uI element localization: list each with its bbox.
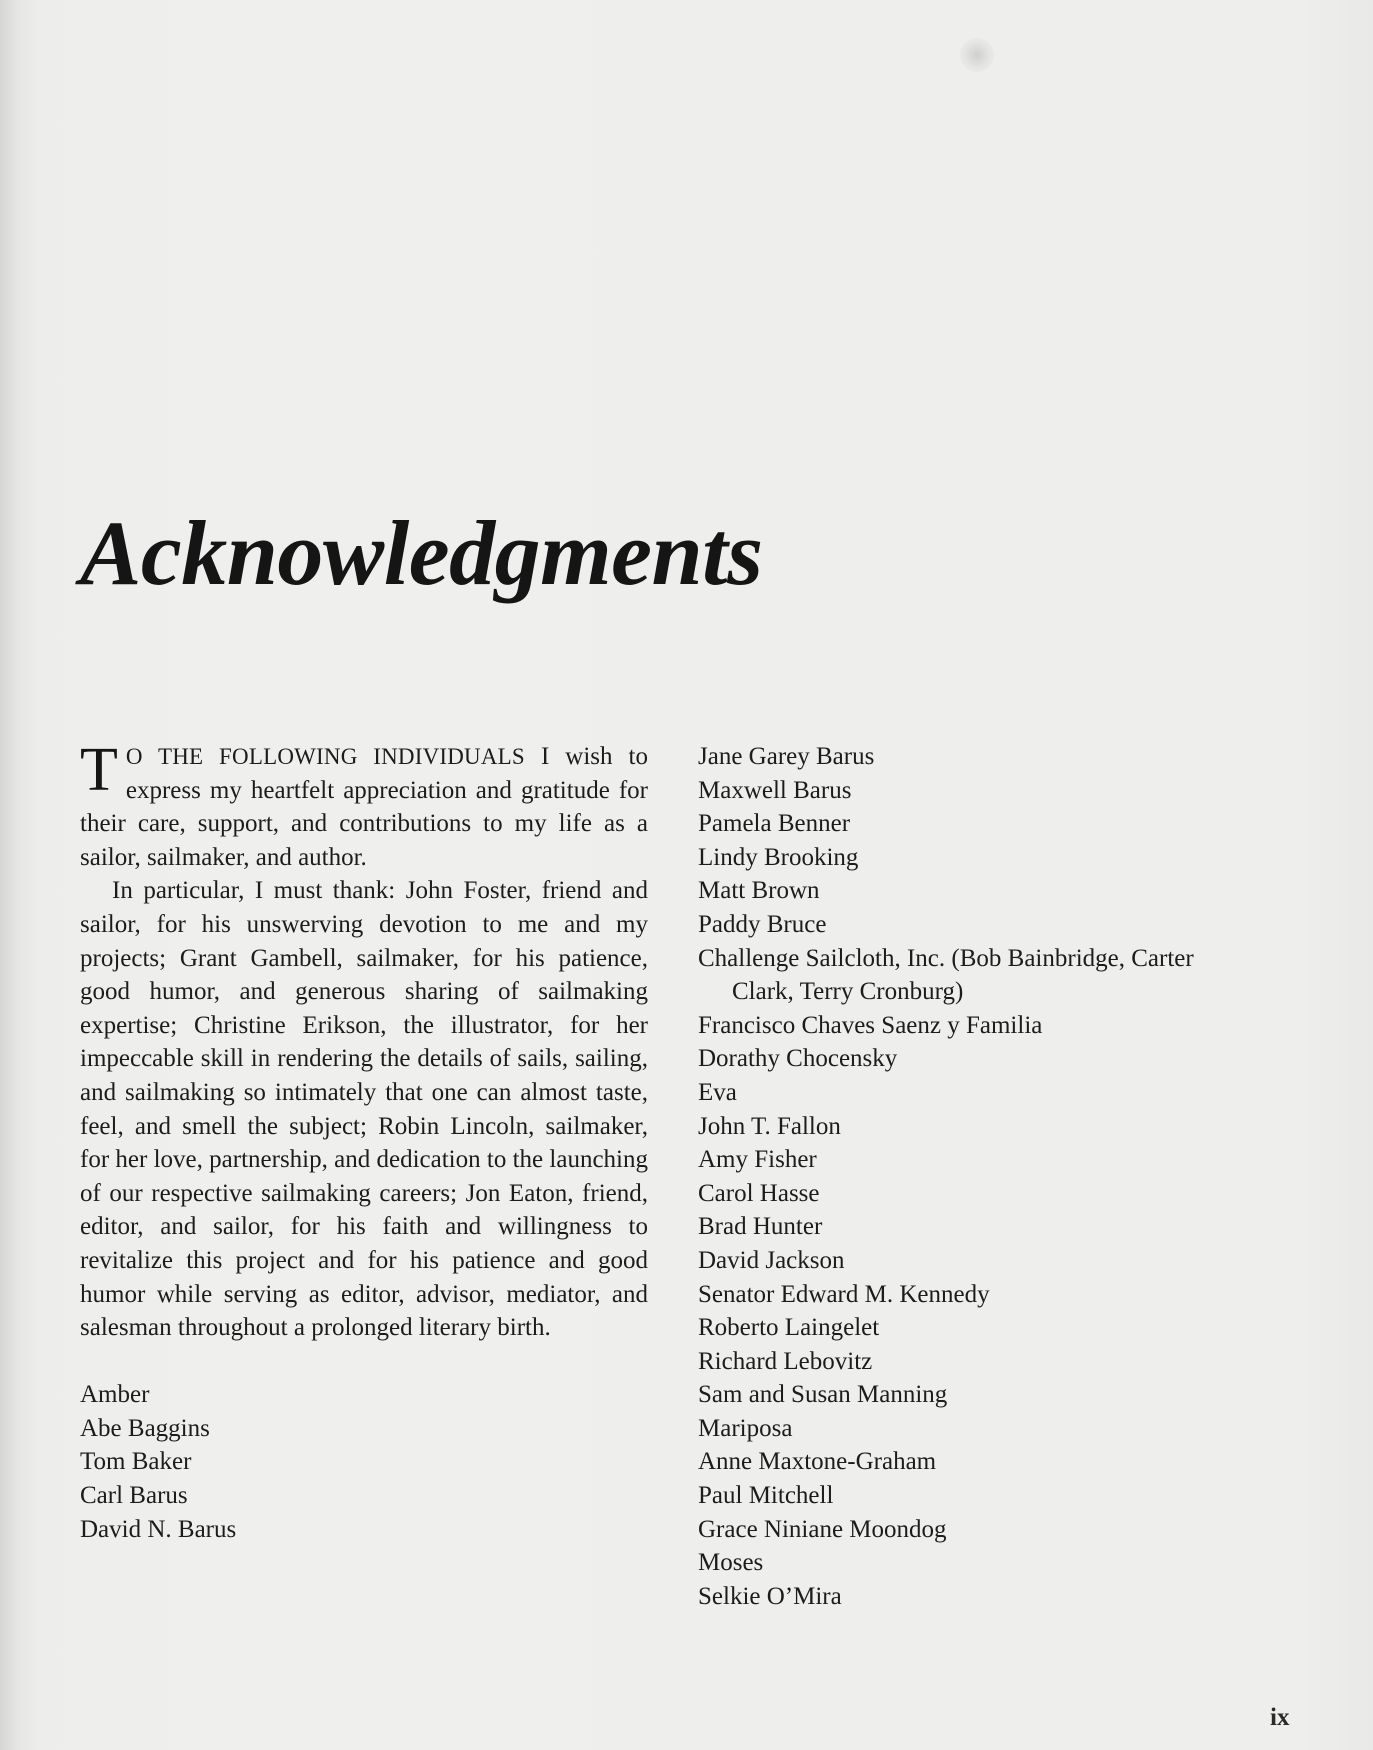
- page-smudge: [960, 38, 994, 72]
- list-item: Matt Brown: [698, 877, 820, 905]
- list-item: Lindy Brooking: [698, 843, 859, 871]
- list-item: David Jackson: [698, 1246, 845, 1274]
- list-item: Brad Hunter: [698, 1213, 823, 1241]
- thanks-paragraph: In particular, I must thank: John Foster, friend and sailor, for his unswerving devotion to me and my projects; Grant Gambell, sailmaker, for his patience, good humor, and generous sharing of sailmaking expertise; Christine Erikson, the illustrator, for her impeccable skill in rendering the details of sails, sailing, and sailmaking so intimately that one can almost taste, feel, and smell the subject; Robin Lincoln, sailmaker, for her love, partnership, and dedication to the launching of our respective sailmaking careers; Jon Eaton, friend, editor, and sailor, for his faith and willingness to revitalize this project and for his patience and good humor while serving as editor, advisor, mediator, and salesman throughout a prolonged literary birth.: [80, 877, 648, 1342]
- names-list-right: [698, 740, 1258, 1613]
- list-item: John T. Fallon: [698, 1112, 841, 1140]
- list-item: Pamela Benner: [698, 810, 851, 838]
- list-item: Sam and Susan Manning: [698, 1381, 948, 1409]
- list-item: Jane Garey Barus: [698, 743, 875, 770]
- page-title: Acknowledgments: [80, 502, 763, 604]
- list-item: Abe Baggins: [80, 1414, 210, 1442]
- list-item: Maxwell Barus: [698, 776, 852, 804]
- list-item: Carl Barus: [80, 1482, 188, 1510]
- list-item: Anne Maxtone-Graham: [698, 1448, 937, 1476]
- list-item: Senator Edward M. Kennedy: [698, 1280, 990, 1308]
- list-item: Moses: [698, 1549, 764, 1577]
- list-item: Tom Baker: [80, 1448, 192, 1476]
- names-list-left: [80, 1378, 648, 1546]
- list-item: Paul Mitchell: [698, 1482, 834, 1510]
- drop-cap: T: [80, 736, 118, 804]
- list-item: Challenge Sailcloth, Inc. (Bob Bainbridge, Carter Clark, Terry Cronburg): [698, 944, 1194, 1006]
- intro-text: I wish to express my heartfelt appreciation and gratitude for their care, support, and contributions to my life as a sailor, sailmaker, and author.: [80, 743, 649, 871]
- list-item: Francisco Chaves Saenz y Familia: [698, 1011, 1043, 1039]
- left-column: [80, 736, 649, 1546]
- list-item: Carol Hasse: [698, 1179, 820, 1207]
- list-item: David N. Barus: [80, 1515, 237, 1543]
- list-item: Eva: [698, 1078, 737, 1106]
- intro-lead-caps: O THE FOLLOWING INDIVIDUALS: [125, 744, 525, 769]
- list-item: Amber: [80, 1381, 150, 1409]
- list-item: Roberto Laingelet: [698, 1314, 880, 1342]
- page-number: ix: [1270, 1704, 1290, 1731]
- intro-paragraph: [80, 736, 649, 874]
- list-item: Amy Fisher: [698, 1146, 817, 1174]
- list-item: Paddy Bruce: [698, 910, 827, 938]
- right-column: [698, 740, 1258, 1613]
- list-item: Grace Niniane Moondog: [698, 1515, 947, 1543]
- list-item: Selkie O’Mira: [698, 1582, 842, 1610]
- list-item: Richard Lebovitz: [698, 1347, 873, 1375]
- list-item: Mariposa: [698, 1414, 793, 1442]
- list-item: Dorathy Chocensky: [698, 1045, 898, 1073]
